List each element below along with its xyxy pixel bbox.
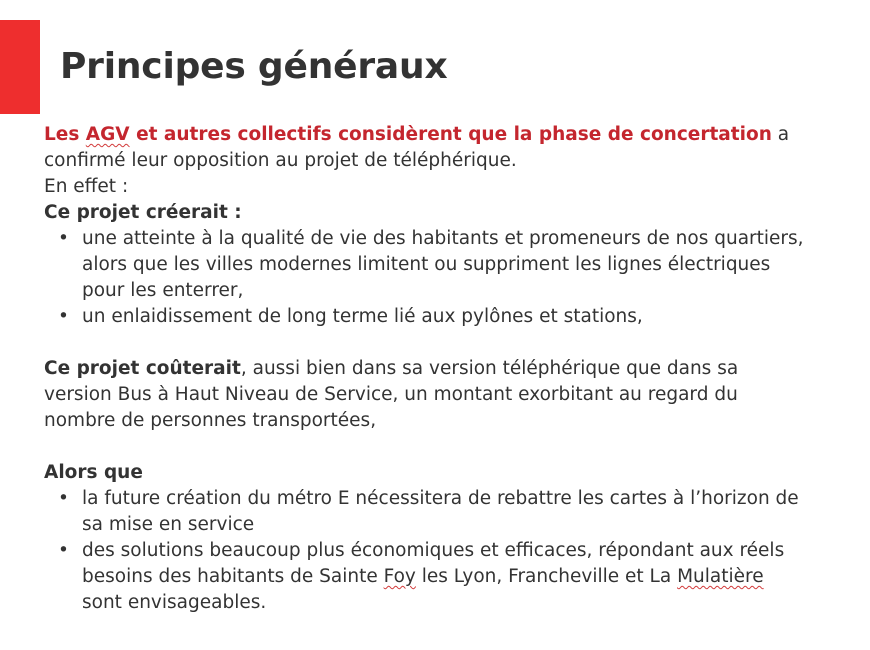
slide-title: Principes généraux [60, 46, 448, 87]
mulatiere-word: Mulatière [677, 566, 764, 587]
foy-word: Foy [383, 566, 416, 587]
list-item: • une atteinte à la qualité de vie des habitants et promeneurs de nos quartiers, alors que les villes modernes limitent ou suppriment les lignes électriques pour les enterrer, [44, 226, 804, 304]
intro-red-text: Les AGV et autres collectifs considèrent que la phase de concertation [44, 124, 772, 145]
intro-rest: a confirmé leur opposition au projet de téléphérique. [44, 124, 790, 171]
slide-body [44, 122, 804, 616]
section1-list [44, 226, 804, 330]
section3-list [44, 486, 804, 616]
section1-heading: Ce projet créerait : [44, 202, 242, 223]
en-effet: En effet : [44, 176, 129, 197]
section2-bold: Ce projet coûterait [44, 358, 241, 379]
list-item: • la future création du métro E nécessitera de rebattre les cartes à l’horizon de sa mise en service [44, 486, 804, 538]
section2-paragraph [44, 356, 804, 434]
list-item: • des solutions beaucoup plus économiques et efficaces, répondant aux réels besoins des habitants de Sainte Foy les Lyon, Francheville et La Mulatière sont envisageables. [44, 538, 804, 616]
accent-bar [0, 20, 40, 114]
agv-word: AGV [85, 124, 130, 145]
intro-paragraph [44, 122, 804, 174]
section2-rest: , aussi bien dans sa version téléphérique que dans sa version Bus à Haut Niveau de Service, un montant exorbitant au regard du nombre de personnes transportées, [44, 358, 739, 431]
section3-heading: Alors que [44, 462, 143, 483]
list-item: • un enlaidissement de long terme lié aux pylônes et stations, [44, 304, 804, 330]
